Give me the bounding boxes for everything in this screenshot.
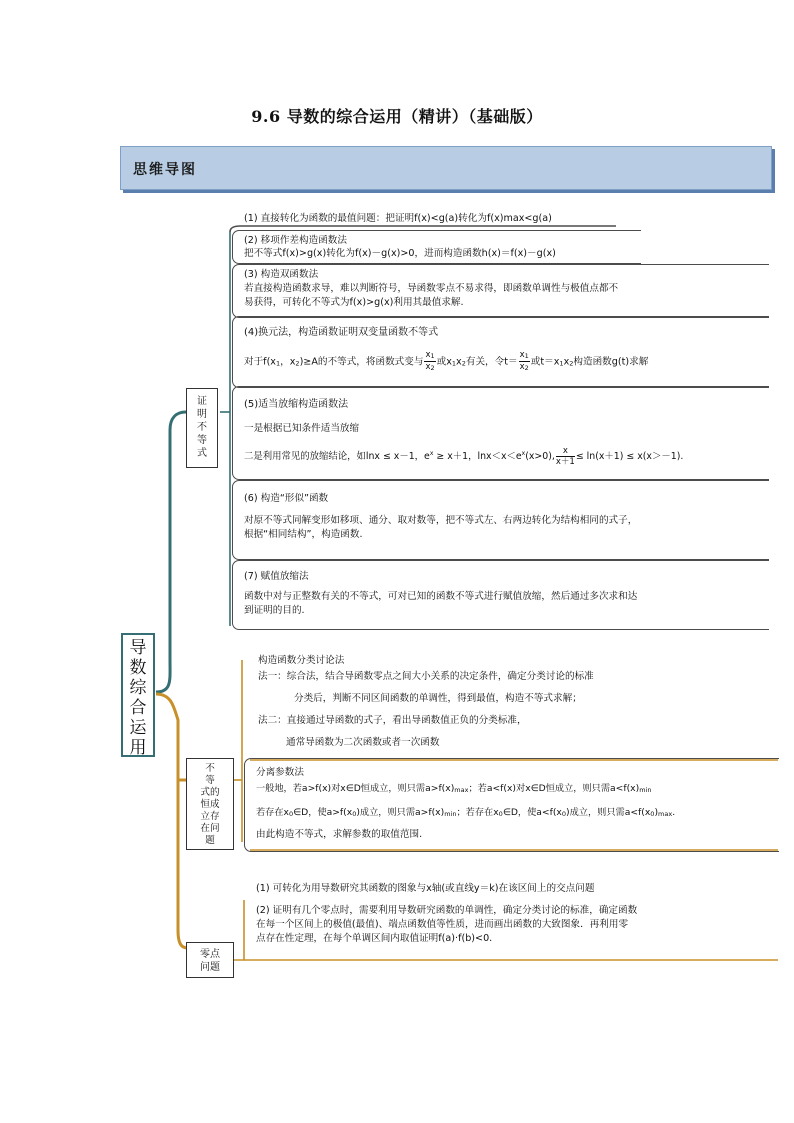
root-char: 数 (129, 658, 147, 678)
item-3-line-2: 若直接构造函数求导，难以判断符号，导函数零点不易求得，即函数单调性与极值点都不 (244, 283, 619, 294)
item-3-line-1: (3) 构造双函数法 (244, 269, 319, 280)
category-prove-inequality (186, 388, 218, 468)
category-zero-point: 零点问题 (186, 942, 234, 978)
item-7-line-3: 到证明的目的. (244, 605, 305, 616)
root-char: 导 (129, 638, 147, 658)
separate-param-head: 分离参数法 (256, 767, 304, 778)
item-2-line-1: (2) 移项作差构造函数法 (244, 235, 347, 246)
root-char: 合 (129, 698, 147, 718)
category-constant-inequality: 不 等 式的 恒成 立存 在问 题 (186, 758, 234, 850)
root-char: 用 (129, 738, 147, 758)
separate-param-line-2: 若存在x0∈D，使a>f(x0)成立，则只需a>f(x)min；若存在x0∈D，使a<f(x0)成立，则只需a<f(x0)max. (256, 807, 676, 818)
zero-line-1: (1) 可转化为用导数研究其函数的图象与x轴(或直线y＝k)在该区间上的交点问题 (256, 883, 595, 894)
item-1-text: (1) 直接转化为函数的最值问题：把证明f(x)<g(a)转化为f(x)max<g(a) (244, 213, 552, 224)
classify-method-2: 法二：直接通过导函数的式子，看出导函数值正负的分类标准， (258, 715, 527, 726)
page-title: 9.6 导数的综合运用（精讲）（基础版） (251, 107, 543, 126)
zero-line-2: (2) 证明有几个零点时，需要利用导数研究函数的单调性，确定分类讨论的标准，确定函数 (256, 905, 638, 916)
fraction-x1-x2: $\frac{x1}{x2}$ (425, 350, 435, 372)
item-7-line-2: 函数中对与正整数有关的不等式，可对已知的函数不等式进行赋值放缩，然后通过多次求和达 (244, 591, 638, 602)
root-node (121, 633, 155, 757)
root-char: 综 (129, 678, 147, 698)
item-6-line-3: 根据“相同结构”，构造函数. (244, 529, 363, 540)
banner-text: 思维导图 (133, 162, 197, 178)
item-2-line-2: 把不等式f(x)>g(x)转化为f(x)－g(x)>0，进而构造函数h(x)＝f(x)－g(x) (244, 248, 556, 259)
item-4-formula: 对于f(x1，x2)≥A的不等式，将函数式变与 $\frac{x1}{x2}$ 或x1x2有关，令t＝ $\frac{x1}{x2}$ 或t＝x1x2构造函数g(t)求解 (244, 350, 649, 372)
item-6-line-1: (6) 构造“形似”函数 (244, 493, 329, 504)
zero-line-4: 点存在性定理，在每个单调区间内取值证明f(a)·f(b)<0. (256, 933, 493, 944)
classify-head: 构造函数分类讨论法 (258, 655, 345, 666)
root-char: 运 (129, 718, 147, 738)
classify-method-1: 法一：综合法，结合导函数零点之间大小关系的决定条件，确定分类讨论的标准 (258, 671, 594, 682)
item-5-line-1: (5)适当放缩构造函数法 (244, 399, 349, 410)
separate-param-line-1: 一般地，若a>f(x)对x∈D恒成立，则只需a>f(x)max；若a<f(x)对x∈D恒成立，则只需a<f(x)min (256, 783, 652, 794)
item-5-line-2: 一是根据已知条件适当放缩 (244, 423, 360, 434)
category-label: 证明不等式 (197, 396, 207, 459)
separate-param-line-3: 由此构造不等式，求解参数的取值范围. (256, 829, 423, 840)
fraction-x-over-x-plus-1: $\frac{x}{x+1}$ (555, 446, 575, 467)
item-5-formula: 二是利用常见的放缩结论，如lnx ≤ x－1，$e^x \ge x+1$，$\ln x<x<e^x(x>0)$, $\frac{x}{x+1}$ ≤ ln(x＋1) ≤ x(x＞－1). (244, 446, 684, 467)
item-6-line-2: 对原不等式同解变形如移项、通分、取对数等，把不等式左、右两边转化为结构相同的式子， (244, 515, 638, 526)
classify-method-1-cont: 分类后，判断不同区间函数的单调性，得到最值，构造不等式求解； (294, 693, 582, 704)
item-7-line-1: (7) 赋值放缩法 (244, 571, 309, 582)
item-4-line-1: (4)换元法，构造函数证明双变量函数不等式 (244, 327, 439, 338)
item-3-line-3: 易获得，可转化不等式为f(x)>g(x)利用其最值求解. (244, 297, 464, 308)
zero-line-3: 在每一个区间上的极值(最值)、端点函数值等性质，进而画出函数的大致图象．再利用零 (256, 919, 629, 930)
fraction-t: $\frac{x1}{x2}$ (519, 350, 529, 372)
classify-method-2-cont: 通常导函数为二次函数或者一次函数 (286, 737, 440, 748)
